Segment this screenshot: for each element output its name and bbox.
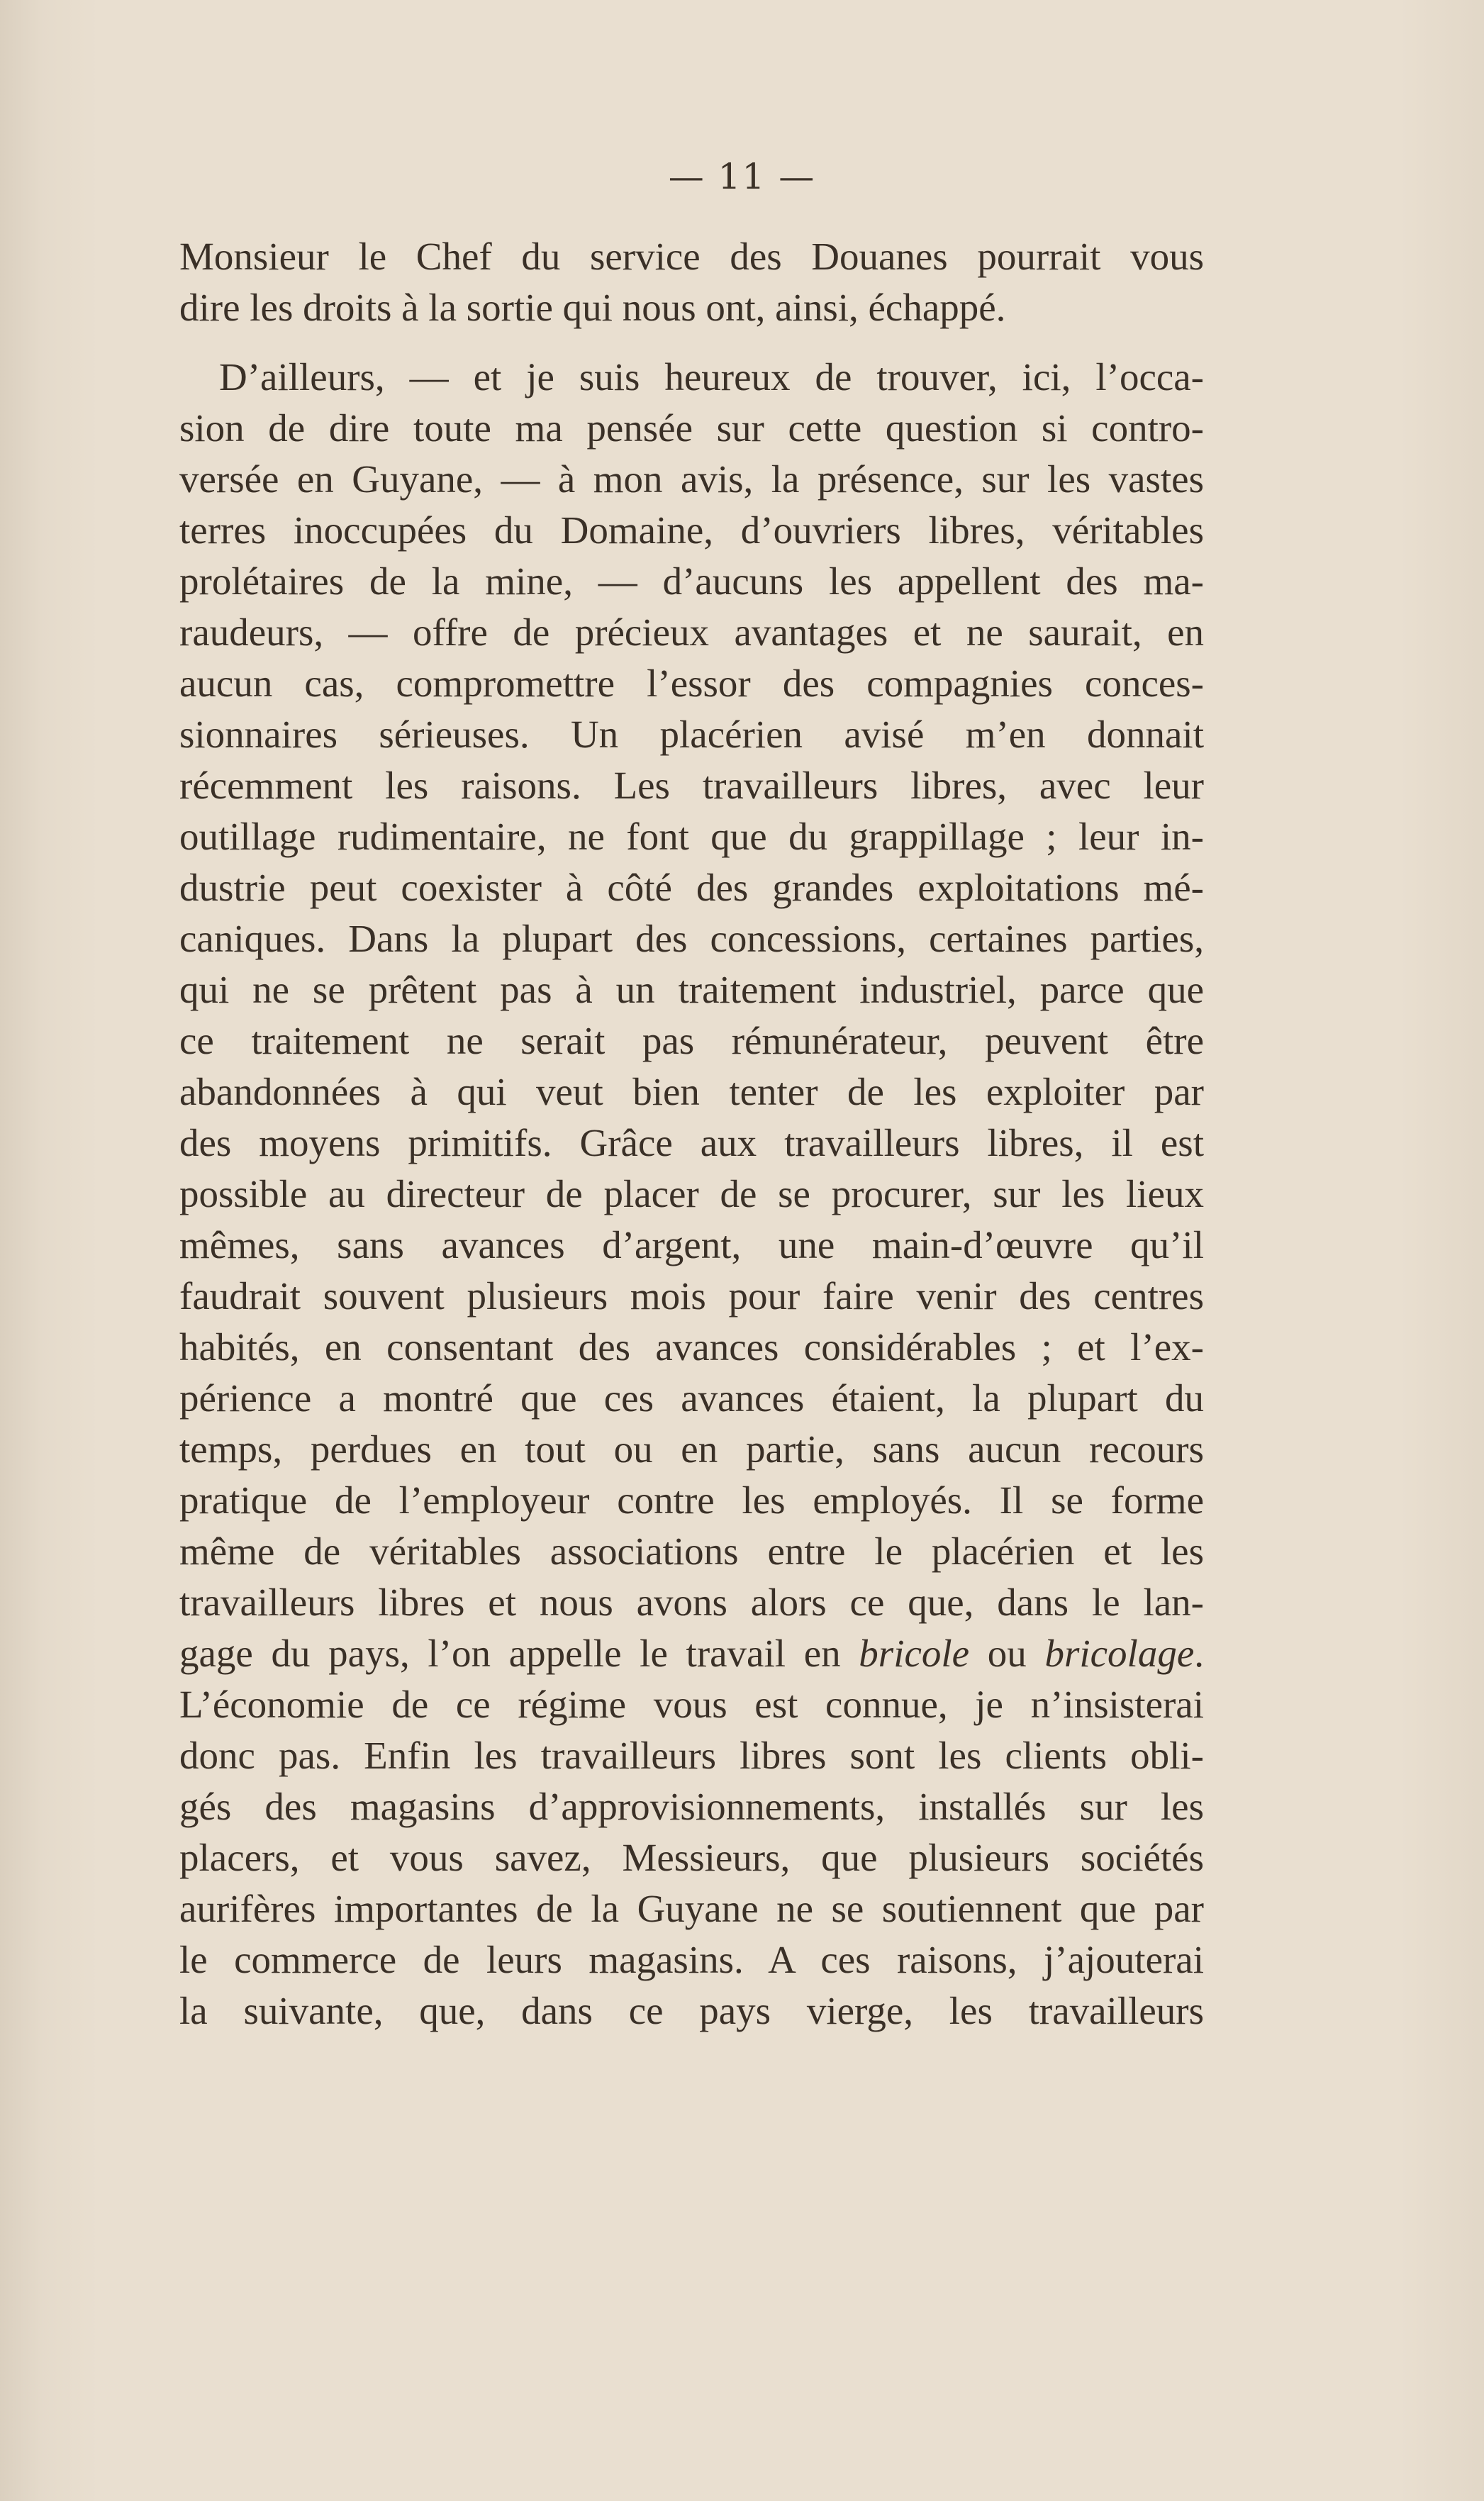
text-line: D’ailleurs, — et je suis heureux de trouver, ici, l’occa- — [219, 355, 1204, 399]
italic-term: bricole — [859, 1632, 970, 1675]
text-line: faudrait souvent plusieurs mois pour faire venir des centres — [179, 1274, 1204, 1318]
text-line: versée en Guyane, — à mon avis, la présence, sur les vastes — [179, 457, 1204, 501]
text-line: dustrie peut coexister à côté des grandes exploitations mé- — [179, 866, 1204, 909]
text-line: ce traitement ne serait pas rémunérateur, peuvent être — [179, 1019, 1204, 1062]
paragraph-gap — [179, 333, 1204, 352]
text-segment: ou — [969, 1632, 1045, 1675]
text-line: récemment les raisons. Les travailleurs libres, avec leur — [179, 764, 1204, 807]
text-line: gés des magasins d’approvisionnements, installés sur les — [179, 1785, 1204, 1828]
text-line: prolétaires de la mine, — d’aucuns les appellent des ma- — [179, 559, 1204, 603]
page-number: — 11 — — [668, 156, 816, 197]
text-line: périence a montré que ces avances étaient, la plupart du — [179, 1376, 1204, 1420]
text-segment: . — [1194, 1632, 1204, 1675]
text-line: aurifères importantes de la Guyane ne se soutiennent que par — [179, 1887, 1204, 1930]
text-line: placers, et vous savez, Messieurs, que plusieurs sociétés — [179, 1836, 1204, 1879]
text-line: outillage rudimentaire, ne font que du grappillage ; leur in- — [179, 815, 1204, 858]
text-line: même de véritables associations entre le placérien et les — [179, 1530, 1204, 1573]
text-line: sionnaires sérieuses. Un placérien avisé m’en donnait — [179, 713, 1204, 756]
text-line: qui ne se prêtent pas à un traitement industriel, parce que — [179, 968, 1204, 1011]
text-line: temps, perdues en tout ou en partie, sans aucun recours — [179, 1427, 1204, 1471]
text-line: pratique de l’employeur contre les employés. Il se forme — [179, 1478, 1204, 1522]
text-line: dire les droits à la sortie qui nous ont, ainsi, échappé. — [179, 286, 1006, 329]
text-line: abandonnées à qui veut bien tenter de les exploiter par — [179, 1070, 1204, 1113]
text-line: habités, en consentant des avances considérables ; et l’ex- — [179, 1325, 1204, 1369]
text-line: caniques. Dans la plupart des concessions, certaines parties, — [179, 917, 1204, 960]
text-line: des moyens primitifs. Grâce aux travailleurs libres, il est — [179, 1121, 1204, 1164]
text-line: donc pas. Enfin les travailleurs libres sont les clients obli- — [179, 1734, 1204, 1777]
text-line-with-italics — [179, 1628, 1204, 1679]
text-line: sion de dire toute ma pensée sur cette question si contro- — [179, 406, 1204, 450]
italic-term: bricolage — [1044, 1632, 1195, 1675]
text-line: le commerce de leurs magasins. A ces raisons, j’ajouterai — [179, 1938, 1204, 1981]
text-line: la suivante, que, dans ce pays vierge, les travailleurs — [179, 1989, 1204, 2032]
text-line: mêmes, sans avances d’argent, une main-d’œuvre qu’il — [179, 1223, 1204, 1266]
body-text — [179, 231, 1204, 2037]
text-line: travailleurs libres et nous avons alors ce que, dans le lan- — [179, 1581, 1204, 1624]
text-line: possible au directeur de placer de se procurer, sur les lieux — [179, 1172, 1204, 1215]
text-line: aucun cas, compromettre l’essor des compagnies conces- — [179, 662, 1204, 705]
text-line: L’économie de ce régime vous est connue, je n’insisterai — [179, 1683, 1204, 1726]
text-line: Monsieur le Chef du service des Douanes pourrait vous — [179, 235, 1204, 278]
text-line: terres inoccupées du Domaine, d’ouvriers libres, véritables — [179, 508, 1204, 552]
text-segment: gage du pays, l’on appelle le travail en — [179, 1632, 859, 1675]
text-line: raudeurs, — offre de précieux avantages et ne saurait, en — [179, 611, 1204, 654]
